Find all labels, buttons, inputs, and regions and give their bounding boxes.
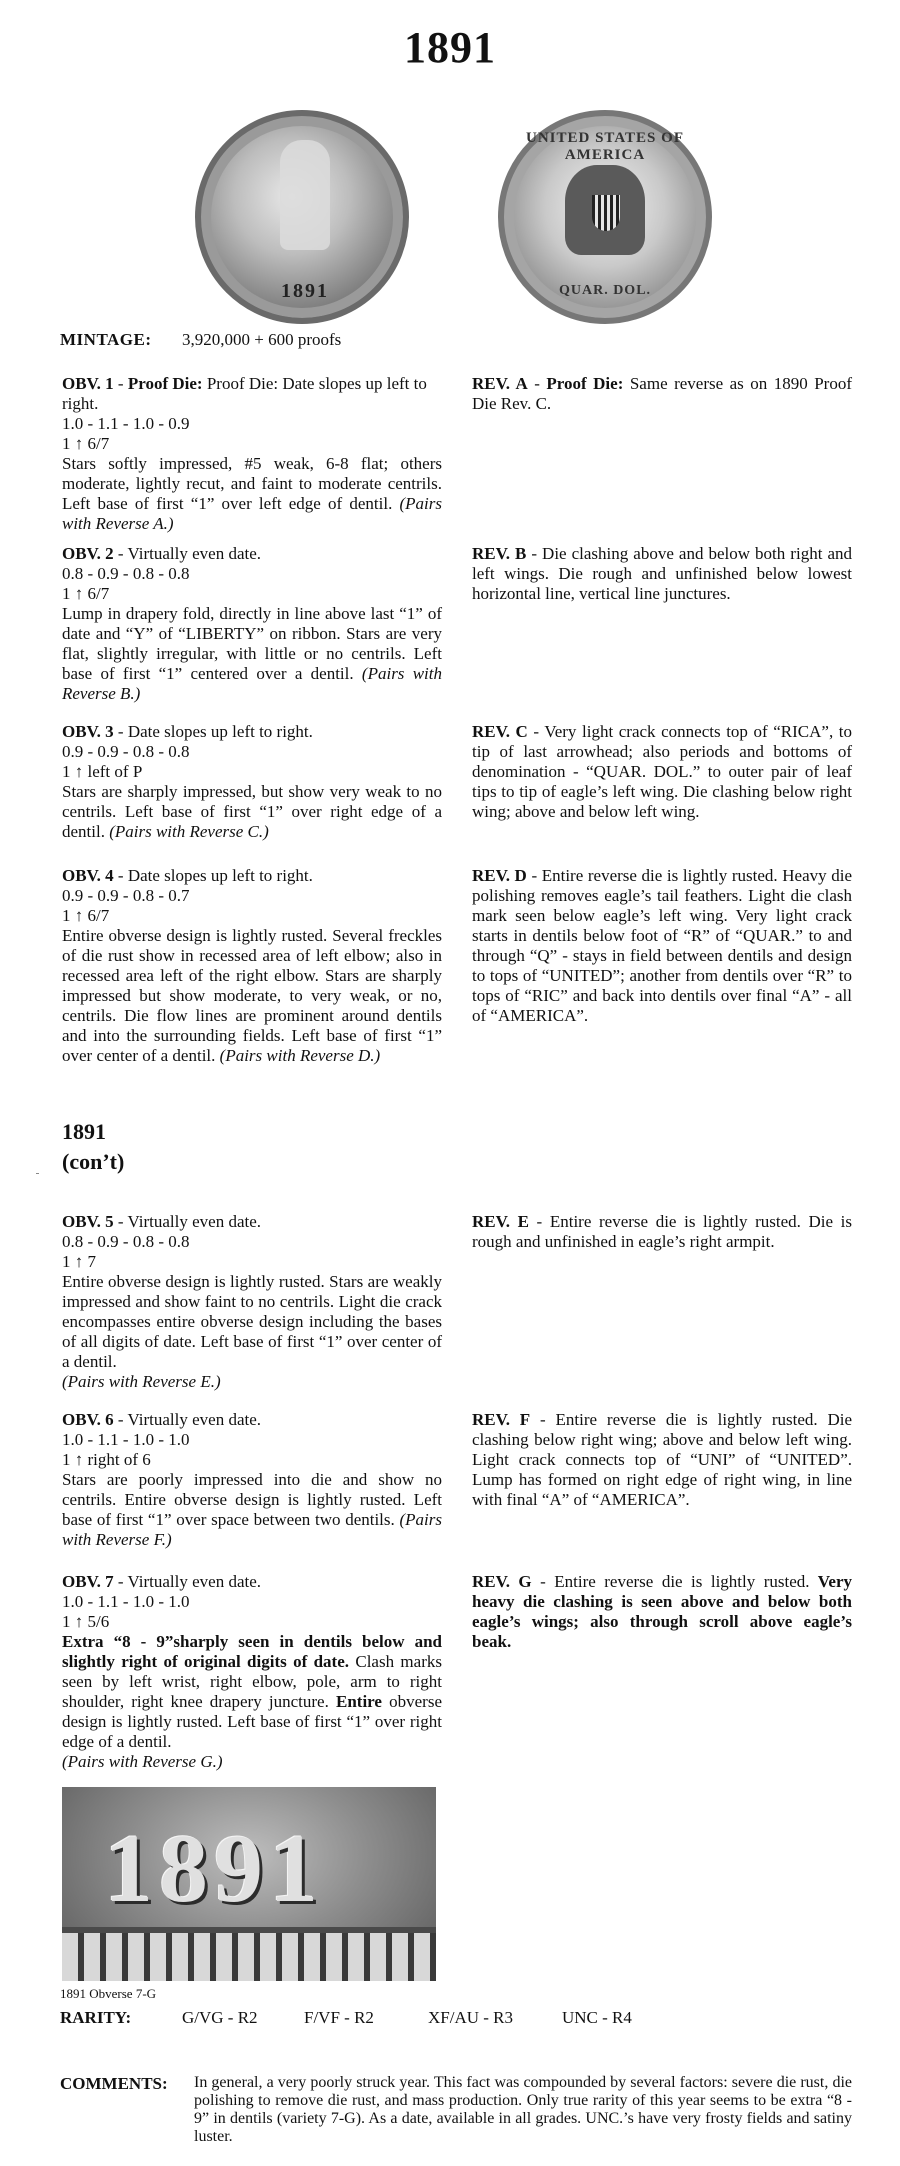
obverse-pairs: (Pairs with Reverse F.) xyxy=(62,1510,442,1549)
reverse-name: REV. E xyxy=(472,1212,529,1231)
obverse-position: 1 ↑ right of 6 xyxy=(62,1450,151,1469)
reverse-text: Entire reverse die is lightly rusted. Die clashing below right wing; above and below left wing. Light crack connects top of “UNI” of “UNITED”. Lump has formed on right edge of right wing, in line with final “A” of “AMERICA”. xyxy=(472,1410,853,1509)
obverse-pairs: (Pairs with Reverse B.) xyxy=(62,664,442,703)
obverse-measures: 0.9 - 0.9 - 0.8 - 0.7 xyxy=(62,886,190,905)
obverse-desc-bold: Proof Die: xyxy=(127,374,203,393)
reverse-entry: REV. E - Entire reverse die is lightly rusted. Die is rough and unfinished in eagle’s right armpit. xyxy=(472,1212,852,1251)
obverse-position: 1 ↑ 6/7 xyxy=(62,906,110,925)
obverse-position: 1 ↑ 6/7 xyxy=(62,434,110,453)
reverse-name: REV. A xyxy=(472,374,528,393)
obverse-name: OBV. 4 xyxy=(62,866,114,885)
reverse-text: Entire reverse die is lightly rusted. xyxy=(554,1572,810,1591)
obverse-name: OBV. 7 xyxy=(62,1572,114,1591)
reverse-entry: REV. B - Die clashing above and below both right and left wings. Die rough and unfinished below lowest horizontal line, vertical line junctures. xyxy=(472,544,852,603)
rarity-grade: XF/AU - R3 xyxy=(428,2008,514,2027)
obverse-position: 1 ↑ 7 xyxy=(62,1252,96,1271)
obverse-measures: 1.0 - 1.1 - 1.0 - 1.0 xyxy=(62,1592,190,1611)
obverse-measures: 0.8 - 0.9 - 0.8 - 0.8 xyxy=(62,1232,190,1251)
obverse-text: Lump in drapery fold, directly in line above last “1” of date and “Y” of “LIBERTY” on ribbon. Stars are very flat, slightly irregular, with little or no centrils. Left base of first “1” centered over a dentil. xyxy=(62,604,442,683)
date-closeup-photo xyxy=(62,1787,436,1981)
obverse-entry: OBV. 2 - Virtually even date. 0.8 - 0.9 - 0.8 - 0.8 1 ↑ 6/7 Lump in drapery fold, directly in line above last “1” of date and “Y” of “LIBERTY” on ribbon. Stars are very flat, slightly irregular, with little or no centrils. Left base of first “1” centered over a dentil. (Pairs with Reverse B.) xyxy=(62,544,442,703)
rarity-label: RARITY: xyxy=(60,2008,132,2027)
obverse-position: 1 ↑ left of P xyxy=(62,762,143,781)
obverse-entry: OBV. 4 - Date slopes up left to right. 0.9 - 0.9 - 0.8 - 0.7 1 ↑ 6/7 Entire obverse design is lightly rusted. Several freckles of die rust show in recessed area of left elbow; also in recessed area left of the right elbow. Stars are sharply impressed but show moderate, to very weak, or no, centrils. Die flow lines are prominent around dentils and into the surrounding fields. Left base of first “1” over center of a dentil. (Pairs with Reverse D.) xyxy=(62,866,442,1065)
obverse-entry: OBV. 7 - Virtually even date. 1.0 - 1.1 - 1.0 - 1.0 1 ↑ 5/6 Extra “8 - 9”sharply seen in dentils below and slightly right of original digits of date. Clash marks seen by left wrist, right elbow, pole, arm to right shoulder, right knee drapery juncture. Entire obverse design is lightly rusted. Left base of first “1” over right edge of a dentil. (Pairs with Reverse G.) xyxy=(62,1572,442,1771)
photo-caption: 1891 Obverse 7-G xyxy=(60,1986,157,2001)
reverse-name: REV. D xyxy=(472,866,527,885)
obverse-desc: Proof Die: Date slopes up left to right. xyxy=(62,374,427,413)
obverse-measures: 1.0 - 1.1 - 1.0 - 0.9 xyxy=(62,414,190,433)
continued-label: (con’t) xyxy=(62,1149,125,1174)
obverse-text: Stars are poorly impressed into die and show no centrils. Entire obverse design is lightly rusted. Left base of first “1” over space between two dentils. xyxy=(62,1470,442,1529)
obverse-pairs: (Pairs with Reverse E.) xyxy=(62,1372,221,1391)
obverse-bold-text: Extra “8 - 9”sharply seen in dentils below and slightly right of original digits of date. xyxy=(62,1632,442,1671)
obverse-text: Clash marks seen by left wrist, right elbow, pole, arm to right shoulder, right knee drapery juncture. xyxy=(62,1652,442,1711)
obverse-entry: OBV. 5 - Virtually even date. 0.8 - 0.9 - 0.8 - 0.8 1 ↑ 7 Entire obverse design is lightly rusted. Stars are weakly impressed and show faint to no centrils. Light die crack encompasses entire obverse design including the bases of all digits of date. Left base of first “1” over center of a dentil. (Pairs with Reverse E.) xyxy=(62,1212,442,1391)
obverse-text: Stars are sharply impressed, but show very weak to no centrils. Left base of first “1” over right edge of a dentil. xyxy=(62,782,442,841)
rarity-grade: UNC - R4 xyxy=(562,2008,632,2027)
reverse-name: REV. F xyxy=(472,1410,531,1429)
reverse-bold-lead: Proof Die: xyxy=(546,374,624,393)
obverse-desc: Virtually even date. xyxy=(127,1572,262,1591)
obverse-pairs: (Pairs with Reverse C.) xyxy=(109,822,269,841)
obverse-name: OBV. 1 xyxy=(62,374,114,393)
shield-figure xyxy=(592,195,620,231)
rarity-grade: F/VF - R2 xyxy=(304,2008,374,2027)
mintage-label: MINTAGE: xyxy=(60,330,152,349)
obverse-text: Entire obverse design is lightly rusted. Several freckles of die rust show in recessed area of left elbow; also in recessed area left of the right elbow. Stars are sharply impressed but show moderate, to very weak, or no, centrils. Die flow lines are prominent around dentils and into the surrounding fields. Left base of first “1” over center of a dentil. xyxy=(62,926,442,1065)
reverse-entry: REV. G - Entire reverse die is lightly rusted. Very heavy die clashing is seen above and below both eagle’s wings; also through scroll above eagle’s beak. xyxy=(472,1572,852,1651)
reverse-entry: REV. F - Entire reverse die is lightly rusted. Die clashing below right wing; above and below left wing. Light crack connects top of “UNI” of “UNITED”. Lump has formed on right edge of right wing, in line with final “A” of “AMERICA”. xyxy=(472,1410,853,1509)
obverse-entry: OBV. 6 - Virtually even date. 1.0 - 1.1 - 1.0 - 1.0 1 ↑ right of 6 Stars are poorly impressed into die and show no centrils. Entire obverse design is lightly rusted. Left base of first “1” over space between two dentils. (Pairs with Reverse F.) xyxy=(62,1410,442,1549)
obverse-position: 1 ↑ 6/7 xyxy=(62,584,110,603)
reverse-entry: REV. A - Proof Die: Same reverse as on 1890 Proof Die Rev. C. xyxy=(472,374,852,413)
mintage-value: 3,920,000 + 600 proofs xyxy=(182,330,342,349)
obverse-measures: 0.8 - 0.9 - 0.8 - 0.8 xyxy=(62,564,190,583)
obverse-name: OBV. 2 xyxy=(62,544,114,563)
reverse-text: Same reverse as on 1890 Proof Die Rev. C. xyxy=(472,374,852,413)
obverse-pairs: (Pairs with Reverse A.) xyxy=(62,494,443,533)
reverse-entry: REV. C - Very light crack connects top of “RICA”, to tip of last arrowhead; also periods and bottoms of denomination - “QUAR. DOL.” to outer pair of leaf tips to tip of eagle’s left wing. Die clashing below right wing; above and below left wing. xyxy=(472,722,852,821)
reverse-text: Very light crack connects top of “RICA”, to tip of last arrowhead; also periods and bottoms of denomination - “QUAR. DOL.” to outer pair of leaf tips to tip of eagle’s left wing. Die clashing below right wing; above and below left wing. xyxy=(472,722,852,821)
reverse-legend-top: UNITED STATES OF AMERICA xyxy=(526,130,684,163)
reverse-bold-text: Very heavy die clashing is seen above and below both eagle’s wings; also through scroll above eagle’s beak. xyxy=(472,1572,852,1651)
obverse-desc: Virtually even date. xyxy=(127,1410,262,1429)
obverse-position: 1 ↑ 5/6 xyxy=(62,1612,110,1631)
obverse-desc: Date slopes up left to right. xyxy=(127,722,313,741)
reverse-text: Entire reverse die is lightly rusted. Heavy die polishing removes eagle’s tail feathers. Light die clash mark seen below eagle’s left wing. Very light crack starts in dentils below foot of “R” of “QUAR.” to and through “Q” - stays in field between dentils and design to tops of “UNITED”; another from dentils over “R” to tops of “RIC” and back into dentils over final “A” - all of “AMERICA”. xyxy=(472,866,852,1025)
obverse-bold-text-2: Entire xyxy=(336,1692,382,1711)
continued-year: 1891 xyxy=(62,1119,106,1144)
seated-liberty-figure xyxy=(280,140,330,250)
scan-mark xyxy=(36,1173,39,1174)
obverse-entry: OBV. 3 - Date slopes up left to right. 0.9 - 0.9 - 0.8 - 0.8 1 ↑ left of P Stars are sharply impressed, but show very weak to no centrils. Left base of first “1” over right edge of a dentil. (Pairs with Reverse C.) xyxy=(62,722,442,841)
photo-date: 1891 xyxy=(104,1815,324,1923)
obverse-text: Stars softly impressed, #5 weak, 6-8 flat; others moderate, lightly recut, and faint to moderate centrils. Left base of first “1” over left edge of dentil. xyxy=(62,454,442,513)
obverse-desc: Virtually even date. xyxy=(127,1212,262,1231)
page-title: 1891 xyxy=(404,23,496,72)
reverse-text: Entire reverse die is lightly rusted. Die is rough and unfinished in eagle’s right armpit. xyxy=(472,1212,852,1251)
reverse-name: REV. C xyxy=(472,722,528,741)
obverse-coin-date: 1891 xyxy=(281,280,329,302)
obverse-desc: Date slopes up left to right. xyxy=(127,866,313,885)
obverse-text: Entire obverse design is lightly rusted. Stars are weakly impressed and show faint to no centrils. Light die crack encompasses entire obverse design including the bases of all digits of date. Left base of first “1” over center of a dentil. xyxy=(62,1272,442,1371)
comments-text: In general, a very poorly struck year. This fact was compounded by several factors: severe die rust, die polishing to remove die rust, and mass production. Only true rarity of this year seems to be extra “8 - 9” in dentils (variety 7-G). As a date, available in all grades. UNC.’s have very frosty fields and satiny luster. xyxy=(194,2074,852,2145)
photo-dentils xyxy=(62,1927,436,1981)
obverse-pairs: (Pairs with Reverse D.) xyxy=(219,1046,381,1065)
obverse-text-2: obverse design is lightly rusted. Left base of first “1” over right edge of a dentil. xyxy=(62,1692,442,1751)
reverse-text: Die clashing above and below both right and left wings. Die rough and unfinished below lowest horizontal line, vertical line junctures. xyxy=(472,544,852,603)
reverse-name: REV. G xyxy=(472,1572,532,1591)
obverse-measures: 0.9 - 0.9 - 0.8 - 0.8 xyxy=(62,742,190,761)
reverse-legend-bottom: QUAR. DOL. xyxy=(558,283,652,298)
reverse-entry: REV. D - Entire reverse die is lightly rusted. Heavy die polishing removes eagle’s tail feathers. Light die clash mark seen below eagle’s left wing. Very light crack starts in dentils below foot of “R” of “QUAR.” to and through “Q” - stays in field between dentils and design to tops of “UNITED”; another from dentils over “R” to tops of “RIC” and back into dentils over final “A” - all of “AMERICA”. xyxy=(472,866,852,1025)
obverse-name: OBV. 6 xyxy=(62,1410,114,1429)
obverse-entry: OBV. 1 - Proof Die: Proof Die: Date slopes up left to right. 1.0 - 1.1 - 1.0 - 0.9 1 ↑ 6/7 Stars softly impressed, #5 weak, 6-8 flat; others moderate, lightly recut, and faint to moderate centrils. Left base of first “1” over left edge of dentil. (Pairs with Reverse A.) xyxy=(62,374,443,533)
obverse-measures: 1.0 - 1.1 - 1.0 - 1.0 xyxy=(62,1430,190,1449)
rarity-grade: G/VG - R2 xyxy=(182,2008,258,2027)
obverse-pairs: (Pairs with Reverse G.) xyxy=(62,1752,223,1771)
obverse-desc: Virtually even date. xyxy=(127,544,262,563)
obverse-name: OBV. 5 xyxy=(62,1212,114,1231)
obverse-name: OBV. 3 xyxy=(62,722,114,741)
comments-label: COMMENTS: xyxy=(60,2074,168,2093)
reverse-name: REV. B xyxy=(472,544,527,563)
